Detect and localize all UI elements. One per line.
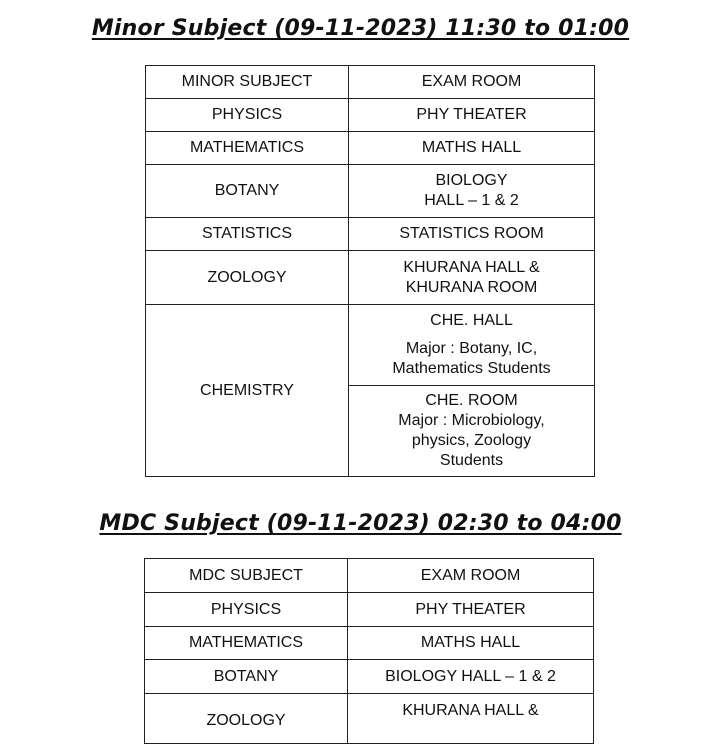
table-row <box>146 99 595 132</box>
minor-heading: Minor Subject (09-11-2023) 11:30 to 01:00 <box>91 16 630 41</box>
room-title: CHE. HALL <box>430 312 513 329</box>
table-row <box>145 593 594 627</box>
room-line: KHURANA HALL & <box>403 258 540 276</box>
subject-cell: BOTANY <box>146 165 349 218</box>
room-cell: PHY THEATER <box>349 99 595 132</box>
table-header-row <box>145 559 594 593</box>
room-title: CHE. ROOM <box>425 392 518 409</box>
table-row <box>146 218 595 251</box>
subject-column-header: MINOR SUBJECT <box>146 66 349 99</box>
table-row <box>145 627 594 660</box>
room-note: Major : Botany, IC, <box>405 340 538 357</box>
room-note: Mathematics Students <box>392 360 551 377</box>
room-cell: BIOLOGY HALL – 1 & 2 <box>348 660 594 694</box>
subject-cell: ZOOLOGY <box>145 694 348 744</box>
room-note: Students <box>439 452 504 469</box>
room-cell: MATHS HALL <box>349 132 595 165</box>
subject-cell: PHYSICS <box>145 593 348 627</box>
subject-cell: MATHEMATICS <box>146 132 349 165</box>
room-note: Major : Microbiology, <box>398 412 545 429</box>
subject-cell: BOTANY <box>145 660 348 694</box>
room-cell: MATHS HALL <box>348 627 594 660</box>
room-column-header: EXAM ROOM <box>348 559 594 593</box>
subject-cell: ZOOLOGY <box>146 251 349 305</box>
room-cell: STATISTICS ROOM <box>349 218 595 251</box>
table-row <box>145 694 594 744</box>
subject-column-header: MDC SUBJECT <box>145 559 348 593</box>
table-row <box>146 305 595 386</box>
room-line: BIOLOGY <box>435 172 508 189</box>
room-line: KHURANA ROOM <box>405 278 538 296</box>
room-cell <box>349 165 595 218</box>
subject-cell: CHEMISTRY <box>146 305 349 477</box>
room-cell: KHURANA HALL & <box>348 694 594 744</box>
table-row <box>146 251 595 305</box>
room-note: physics, Zoology <box>411 432 532 449</box>
room-cell <box>349 251 595 305</box>
room-cell <box>349 386 595 477</box>
room-cell <box>349 305 595 386</box>
room-column-header: EXAM ROOM <box>349 66 595 99</box>
room-line: HALL – 1 & 2 <box>424 192 519 209</box>
table-header-row <box>146 66 595 99</box>
table-row <box>146 165 595 218</box>
table-row <box>145 660 594 694</box>
subject-cell: PHYSICS <box>146 99 349 132</box>
mdc-heading: MDC Subject (09-11-2023) 02:30 to 04:00 <box>99 511 622 536</box>
subject-cell: MATHEMATICS <box>145 627 348 660</box>
mdc-exam-table <box>144 558 594 744</box>
subject-cell: STATISTICS <box>146 218 349 251</box>
table-row <box>146 132 595 165</box>
minor-exam-table <box>145 65 595 477</box>
room-cell: PHY THEATER <box>348 593 594 627</box>
